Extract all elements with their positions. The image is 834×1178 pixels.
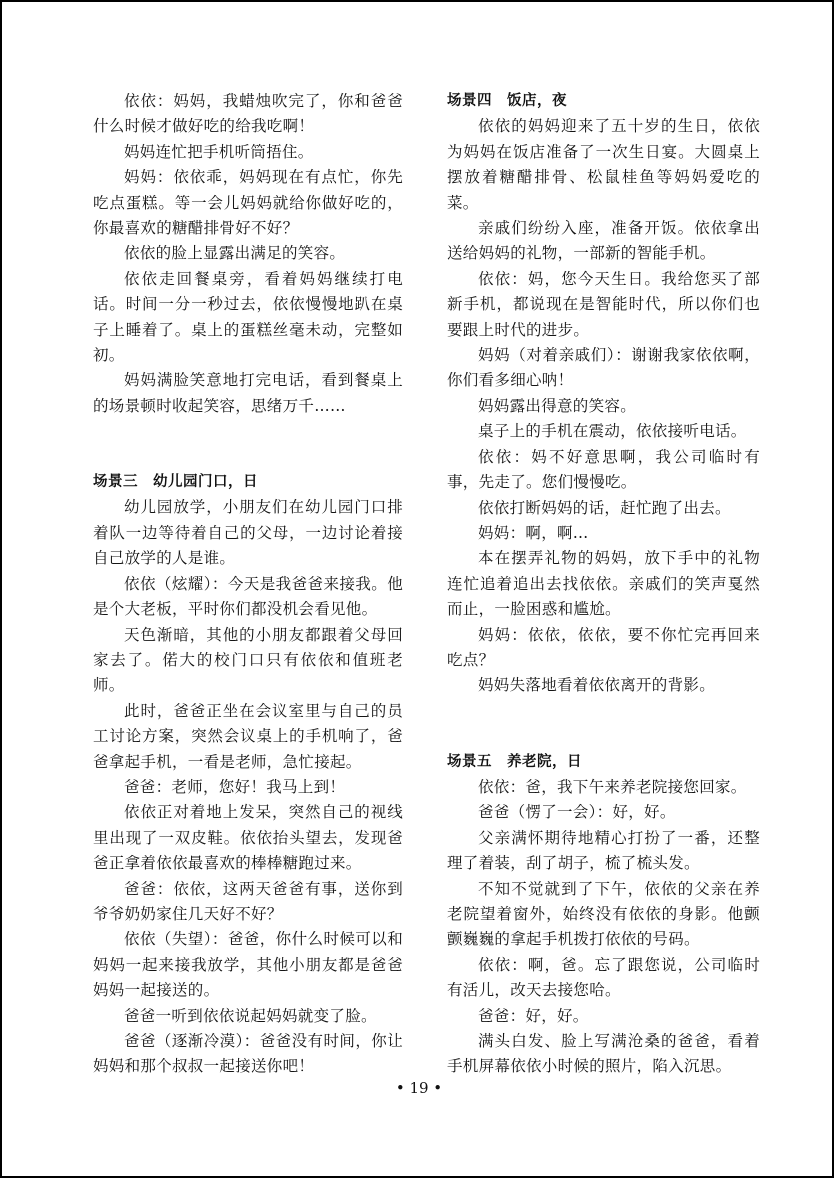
paragraph: 爸爸（逐渐冷漠）：爸爸没有时间，你让妈妈和那个叔叔一起接送你吧！ — [93, 1032, 403, 1076]
paragraph: 妈妈满脸笑意地打完电话，看到餐桌上的场景顿时收起笑容，思绪万千…… — [93, 371, 403, 415]
paragraph: 不知不觉就到了下午，依依的父亲在养老院望着窗外，始终没有依依的身影。他颤颤巍巍的拿起手机拨打依依的号码。 — [447, 879, 760, 949]
paragraph: 依依：爸，我下午来养老院接您回家。 — [478, 777, 747, 796]
paragraph: 妈妈：依依，依依，要不你忙完再回来吃点？ — [447, 625, 760, 669]
paragraph: 本在摆弄礼物的妈妈，放下手中的礼物连忙追着追出去找依依。亲戚们的笑声戛然而止，一脸困惑和尴尬。 — [447, 549, 760, 619]
paragraph: 依依：妈不好意思啊，我公司临时有事，先走了。您们慢慢吃。 — [447, 447, 760, 492]
paragraph: 妈妈露出得意的笑容。 — [478, 396, 637, 415]
paragraph: 依依打断妈妈的话，赶忙跑了出去。 — [478, 498, 731, 517]
right-column — [447, 89, 760, 1080]
paragraph: 满头白发、脸上写满沧桑的爸爸，看着手机屏幕依依小时候的照片，陷入沉思。 — [447, 1032, 760, 1076]
paragraph: 依依：妈，您今天生日。我给您买了部新手机，都说现在是智能时代，所以你们也要跟上时代的进步。 — [447, 269, 760, 339]
paragraph: 妈妈（对着亲戚们）：谢谢我家依依啊，你们看多细心呐！ — [447, 346, 760, 390]
paragraph: 依依（炫耀）：今天是我爸爸来接我。他是个大老板，平时你们都没机会看见他。 — [93, 574, 403, 619]
left-column — [93, 89, 403, 1080]
paragraph: 天色渐暗，其他的小朋友都跟着父母回家去了。偌大的校门口只有依依和值班老师。 — [93, 625, 403, 695]
paragraph: 依依的妈妈迎来了五十岁的生日，依依为妈妈在饭店准备了一次生日宴。大圆桌上摆放着糖醋排骨、松鼠桂鱼等妈妈爱吃的菜。 — [447, 117, 760, 212]
paragraph: 爸爸（愣了一会）：好，好。 — [478, 803, 676, 822]
paragraph: 妈妈：依依乖，妈妈现在有点忙，你先吃点蛋糕。等一会儿妈妈就给你做好吃的，你最喜欢的糖醋排骨好不好？ — [93, 168, 403, 238]
paragraph: 依依走回餐桌旁，看着妈妈继续打电话。时间一分一秒过去，依依慢慢地趴在桌子上睡着了。桌上的蛋糕丝毫未动，完整如初。 — [93, 269, 403, 365]
paragraph: 依依正对着地上发呆，突然自己的视线里出现了一双皮鞋。依依抬头望去，发现爸爸正拿着依依最喜欢的棒棒糖跑过来。 — [93, 803, 403, 873]
scene-heading: 场景三 幼儿园门口，日 — [93, 474, 258, 491]
paragraph: 爸爸：好，好。 — [478, 1006, 589, 1025]
paragraph: 桌子上的手机在震动，依依接听电话。 — [478, 422, 747, 441]
paragraph: 妈妈连忙把手机听筒捂住。 — [124, 142, 314, 161]
paragraph: 妈妈失落地看着依依离开的背影。 — [478, 676, 716, 695]
paragraph: 父亲满怀期待地精心打扮了一番，还整理了着装，刮了胡子，梳了梳头发。 — [447, 828, 760, 873]
paragraph: 爸爸：依依，这两天爸爸有事，送你到爷爷奶奶家住几天好不好？ — [93, 879, 403, 923]
section-gap — [93, 419, 403, 470]
paragraph: 爸爸：老师，您好！我马上到！ — [124, 777, 346, 796]
paragraph: 爸爸一听到依依说起妈妈就变了脸。 — [124, 1006, 377, 1025]
paragraph: 依依：啊，爸。忘了跟您说，公司临时有活儿，改天去接您哈。 — [447, 955, 760, 1000]
paragraph: 幼儿园放学，小朋友们在幼儿园门口排着队一边等待着自己的父母，一边讨论着接自己放学的人是谁。 — [93, 498, 403, 568]
page-number: • 19 • — [395, 1079, 443, 1097]
section-gap — [447, 699, 760, 750]
scene-heading: 场景四 饭店，夜 — [447, 93, 567, 109]
scene-heading: 场景五 养老院，日 — [447, 753, 582, 770]
paragraph: 亲戚们纷纷入座，准备开饭。依依拿出送给妈妈的礼物，一部新的智能手机。 — [447, 219, 760, 263]
paragraph: 此时，爸爸正坐在会议室里与自己的员工讨论方案，突然会议桌上的手机响了，爸爸拿起手机，一看是老师，急忙接起。 — [93, 701, 403, 771]
paragraph: 依依的脸上显露出满足的笑容。 — [124, 244, 346, 263]
paragraph: 依依：妈妈，我蜡烛吹完了，你和爸爸什么时候才做好吃的给我吃啊！ — [93, 92, 403, 136]
paragraph: 妈妈：啊，啊… — [478, 523, 589, 542]
paragraph: 依依（失望）：爸爸，你什么时候可以和妈妈一起来接我放学，其他小朋友都是爸爸妈妈一起接送的。 — [93, 930, 403, 1000]
